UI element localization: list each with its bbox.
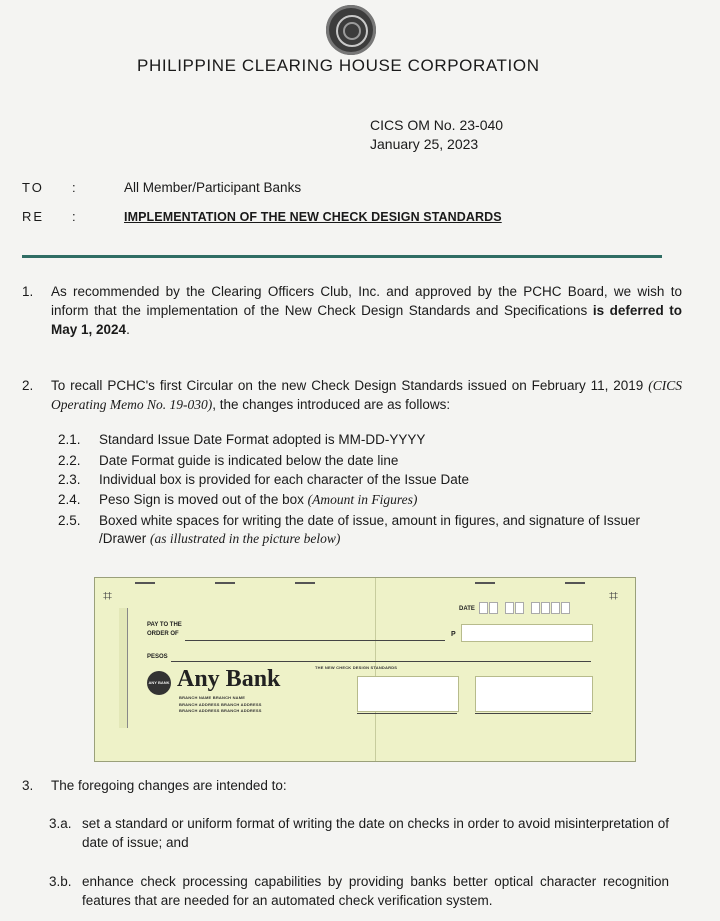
signature-line — [475, 713, 591, 714]
signature-line — [357, 713, 457, 714]
memo-date: January 25, 2023 — [370, 136, 479, 152]
re-subject: IMPLEMENTATION OF THE NEW CHECK DESIGN STANDARDS — [124, 210, 502, 224]
paragraph-number: 1. — [22, 284, 34, 299]
list-item: 2.1. Standard Issue Date Format adopted is MM-DD-YYYY — [58, 432, 426, 447]
amount-words-line — [171, 661, 591, 662]
to-label: TO — [22, 180, 44, 195]
paragraph-text: As recommended by the Clearing Officers Club, Inc. and approved by the PCHC Board, we wish to inform that the implementation of the New Check Design Standards and Specifications is deferred to May 1, 2024. — [51, 284, 682, 337]
memo-reference: (CICS Operating Memo No. 19-030) — [51, 378, 682, 412]
list-item: 2.5. Boxed white spaces for writing the date of issue, amount in figures, and signature of Issuer /Drawer (as illustrated in the picture below) — [58, 513, 641, 546]
bank-name: Any Bank — [177, 666, 281, 692]
list-item: 3.a. set a standard or uniform format of writing the date on checks in order to avoid misinterpretation of date of issue; and — [49, 816, 669, 850]
to-colon: : — [72, 180, 76, 195]
order-of-label: ORDER OF — [147, 631, 179, 637]
list-item: 2.4. Peso Sign is moved out of the box (Amount in Figures) — [58, 492, 418, 507]
paragraph-3 — [22, 776, 682, 795]
list-item: 2.3. Individual box is provided for each character of the Issue Date — [58, 472, 469, 487]
paragraph-2 — [22, 376, 682, 414]
list-item: 3.b. enhance check processing capabilities by providing banks better optical character recognition features that are needed for an automated check verification system. — [49, 874, 669, 908]
bank-seal-icon: ANY BANK — [147, 671, 171, 695]
re-colon: : — [72, 209, 76, 224]
check-notice: THE NEW CHECK DESIGN STANDARDS — [315, 665, 398, 670]
header-divider — [22, 255, 662, 258]
branch-address: BRANCH ADDRESS BRANCH ADDRESS — [179, 702, 262, 707]
check-stub-bar — [119, 608, 128, 728]
deferral-date: is deferred to May 1, 2024 — [51, 303, 682, 337]
paragraph-text: To recall PCHC's first Circular on the new Check Design Standards issued on February 11, 2019 (CICS Operating Memo No. 19-030), the changes introduced are as follows: — [51, 378, 682, 412]
paragraph-1 — [22, 282, 682, 339]
payee-line — [185, 640, 445, 641]
signature-box-1 — [357, 676, 459, 712]
pay-to-label: PAY TO THE — [147, 622, 182, 628]
date-label: DATE — [459, 606, 475, 612]
pchc-logo-icon — [326, 5, 376, 55]
organization-name: PHILIPPINE CLEARING HOUSE CORPORATION — [137, 56, 540, 75]
memo-number: CICS OM No. 23-040 — [370, 117, 504, 133]
check-illustration — [94, 577, 636, 762]
signature-box-2 — [475, 676, 593, 712]
amount-figures-box — [461, 624, 593, 642]
paragraph-number: 3. — [22, 778, 34, 793]
paragraph-text: The foregoing changes are intended to: — [51, 778, 287, 793]
registration-mark-icon: ⌗ — [103, 588, 113, 605]
branch-name: BRANCH NAME BRANCH NAME — [179, 695, 246, 700]
paragraph-number: 2. — [22, 378, 34, 393]
re-label: RE — [22, 209, 45, 224]
pesos-label: PESOS — [147, 654, 168, 660]
to-value: All Member/Participant Banks — [124, 180, 302, 195]
list-item: 2.2. Date Format guide is indicated below the date line — [58, 453, 399, 468]
branch-address: BRANCH ADDRESS BRANCH ADDRESS — [179, 708, 262, 713]
registration-mark-icon: ⌗ — [609, 588, 619, 605]
peso-sign: P — [451, 631, 456, 638]
